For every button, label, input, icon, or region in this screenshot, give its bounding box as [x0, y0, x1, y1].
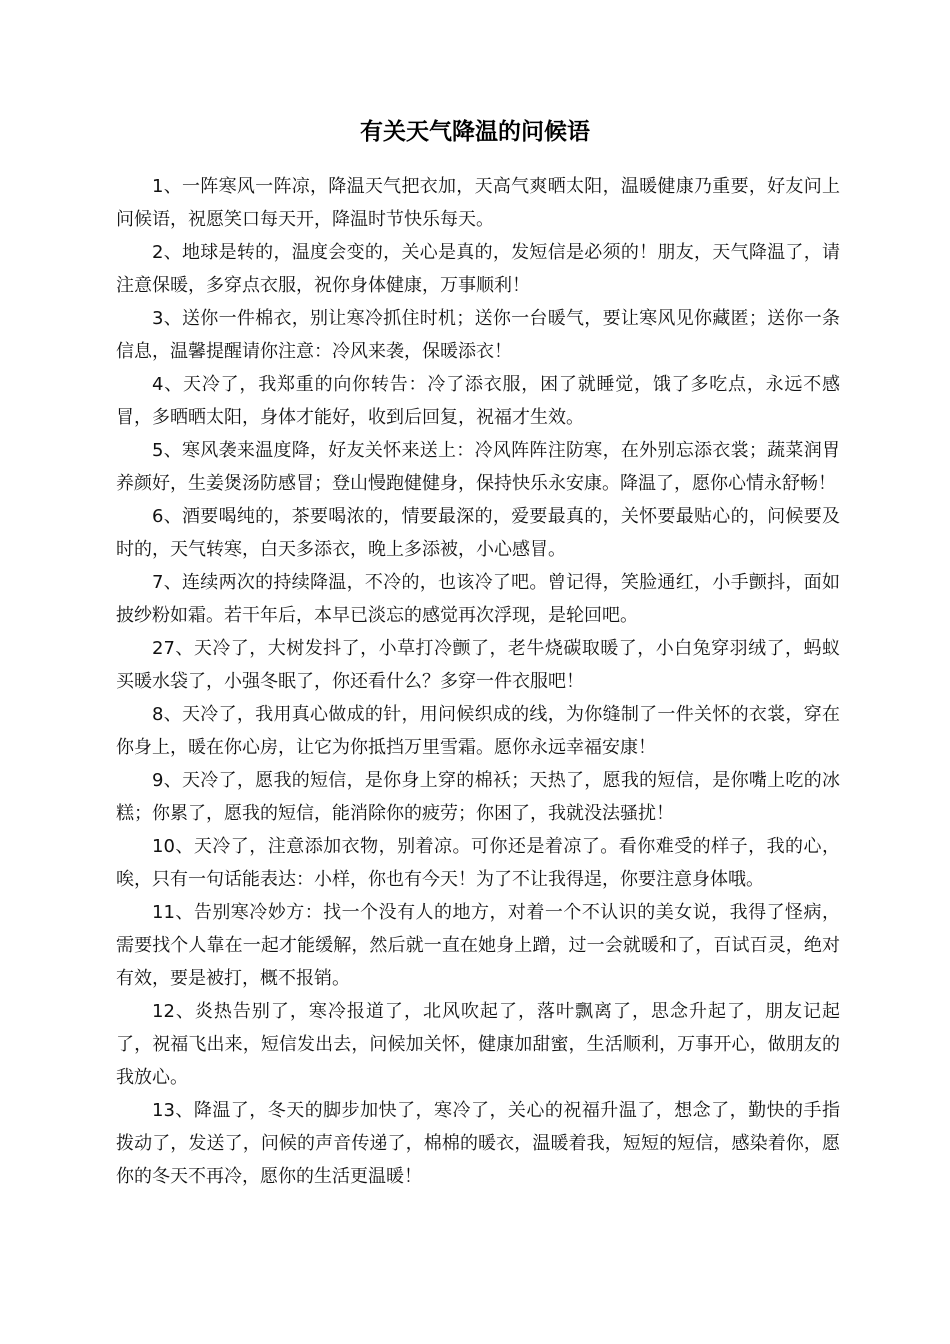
paragraph: 6、酒要喝纯的，茶要喝浓的，情要最深的，爱要最真的，关怀要最贴心的，问候要及时的，天气转寒，白天多添衣，晚上多添被，小心感冒。 [116, 506, 840, 560]
paragraph: 8、天冷了，我用真心做成的针，用问候织成的线，为你缝制了一件关怀的衣裳，穿在你身上，暖在你心房，让它为你抵挡万里雪霜。愿你永远幸福安康！ [116, 704, 840, 758]
paragraph: 13、降温了，冬天的脚步加快了，寒冷了，关心的祝福升温了，想念了，勤快的手指拨动了，发送了，问候的声音传递了，棉棉的暖衣，温暖着我，短短的短信，感染着你，愿你的冬天不再冷，愿你的生活更温暖！ [116, 1100, 840, 1187]
paragraph: 5、寒风袭来温度降，好友关怀来送上：冷风阵阵注防寒，在外别忘添衣裳；蔬菜润胃养颜好，生姜煲汤防感冒；登山慢跑健健身，保持快乐永安康。降温了，愿你心情永舒畅！ [116, 440, 840, 494]
paragraph: 2、地球是转的，温度会变的，关心是真的，发短信是必须的！朋友，天气降温了，请注意保暖，多穿点衣服，祝你身体健康，万事顺利！ [116, 242, 840, 296]
paragraph: 9、天冷了，愿我的短信，是你身上穿的棉袄；天热了，愿我的短信，是你嘴上吃的冰糕；你累了，愿我的短信，能消除你的疲劳；你困了，我就没法骚扰！ [116, 770, 840, 824]
paragraph: 12、炎热告别了，寒冷报道了，北风吹起了，落叶飘离了，思念升起了，朋友记起了，祝福飞出来，短信发出去，问候加关怀，健康加甜蜜，生活顺利，万事开心，做朋友的我放心。 [116, 1001, 840, 1088]
paragraph: 1、一阵寒风一阵凉，降温天气把衣加，天高气爽晒太阳，温暖健康乃重要，好友问上问候语，祝愿笑口每天开，降温时节快乐每天。 [116, 176, 840, 230]
paragraph: 27、天冷了，大树发抖了，小草打冷颤了，老牛烧碳取暖了，小白兔穿羽绒了，蚂蚁买暖水袋了，小强冬眠了，你还看什么？多穿一件衣服吧！ [116, 638, 840, 692]
paragraph: 7、连续两次的持续降温，不冷的，也该冷了吧。曾记得，笑脸通红，小手颤抖，面如披纱粉如霜。若干年后，本早已淡忘的感觉再次浮现，是轮回吧。 [116, 572, 840, 626]
paragraph: 10、天冷了，注意添加衣物，别着凉。可你还是着凉了。看你难受的样子，我的心，唉，只有一句话能表达：小样，你也有今天！为了不让我得逞，你要注意身体哦。 [116, 836, 840, 890]
paragraph: 11、告别寒冷妙方：找一个没有人的地方，对着一个不认识的美女说，我得了怪病，需要找个人靠在一起才能缓解，然后就一直在她身上蹭，过一会就暖和了，百试百灵，绝对有效，要是被打，概不报销。 [116, 902, 840, 989]
document-title: 有关天气降温的问候语 [360, 119, 590, 145]
paragraph: 3、送你一件棉衣，别让寒冷抓住时机；送你一台暖气，要让寒风见你藏匿；送你一条信息，温馨提醒请你注意：冷风来袭，保暖添衣！ [116, 308, 840, 362]
document-body [116, 170, 840, 1193]
paragraph: 4、天冷了，我郑重的向你转告：冷了添衣服，困了就睡觉，饿了多吃点，永远不感冒，多晒晒太阳，身体才能好，收到后回复，祝福才生效。 [116, 374, 840, 428]
